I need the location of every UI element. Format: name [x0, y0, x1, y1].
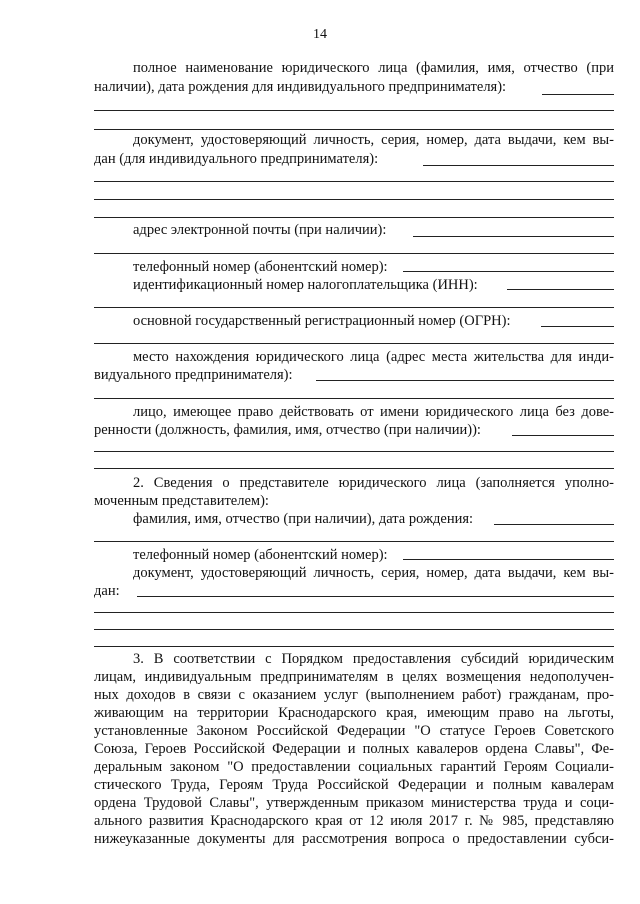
section3-line: Союза, Героев Российской Федерации и полных кавалеров ордена Славы", Фе- — [94, 741, 614, 757]
section3-line: установленные Законом Российской Федерации "О статусе Героев Советского — [94, 723, 614, 739]
location-label-line2: видуального предпринимателя): — [94, 367, 293, 383]
section3-line: ордена Трудовой Славы", утвержденным приказом министерства труда и соци- — [94, 795, 614, 811]
section2-heading-line2: моченным представителем): — [94, 493, 269, 509]
authorized-person-field[interactable] — [512, 435, 614, 436]
identity-doc-field-line4[interactable] — [94, 217, 614, 218]
section3-line: стического Труда, Героям Труда Российской Федерации и полным кавалерам — [94, 777, 614, 793]
full-name-field-line3[interactable] — [94, 129, 614, 130]
section3-line: 3. В соответствии с Порядком предоставления субсидий юридическим — [133, 651, 614, 667]
phone-field[interactable] — [403, 271, 614, 272]
location-field-line2[interactable] — [94, 398, 614, 399]
representative-phone-label: телефонный номер (абонентский номер): — [133, 547, 388, 563]
representative-doc-field-line3[interactable] — [94, 629, 614, 630]
location-field[interactable] — [316, 380, 614, 381]
section2-heading-line1: 2. Сведения о представителе юридического лица (заполняется уполно- — [133, 475, 614, 491]
email-field-line2[interactable] — [94, 253, 614, 254]
section3-line: живающим на территории Краснодарского края, имеющим право на льготы, — [94, 705, 614, 721]
representative-fio-field[interactable] — [494, 524, 614, 525]
authorized-person-label-line2: ренности (должность, фамилия, имя, отчество (при наличии)): — [94, 422, 481, 438]
identity-doc-field-line3[interactable] — [94, 199, 614, 200]
authorized-person-field-line3[interactable] — [94, 468, 614, 469]
identity-doc-label-line1: документ, удостоверяющий личность, серия, номер, дата выдачи, кем вы- — [133, 132, 614, 148]
section3-line: деральным законом "О предоставлении социальных гарантий Героям Социали- — [94, 759, 614, 775]
representative-fio-label: фамилия, имя, отчество (при наличии), дата рождения: — [133, 511, 474, 527]
representative-doc-label-line1: документ, удостоверяющий личность, серия, номер, дата выдачи, кем вы- — [133, 565, 614, 581]
representative-doc-field[interactable] — [137, 596, 614, 597]
representative-fio-field-line2[interactable] — [94, 541, 614, 542]
phone-label: телефонный номер (абонентский номер): — [133, 259, 388, 275]
ogrn-field-line2[interactable] — [94, 343, 614, 344]
ogrn-field[interactable] — [541, 326, 614, 327]
authorized-person-field-line2[interactable] — [94, 451, 614, 452]
inn-field[interactable] — [507, 289, 614, 290]
section3-line: лицам, индивидуальным предпринимателям в целях возмещения недополучен- — [94, 669, 614, 685]
email-field[interactable] — [413, 236, 614, 237]
representative-phone-field[interactable] — [403, 559, 614, 560]
full-name-label-line2: наличии), дата рождения для индивидуального предпринимателя): — [94, 79, 507, 95]
representative-doc-field-line2[interactable] — [94, 612, 614, 613]
inn-field-line2[interactable] — [94, 307, 614, 308]
section3-line: нижеуказанные документы для рассмотрения вопроса о предоставлении субси- — [94, 831, 614, 847]
page-number: 14 — [313, 27, 327, 42]
ogrn-label: основной государственный регистрационный номер (ОГРН): — [133, 313, 511, 329]
inn-label: идентификационный номер налогоплательщика (ИНН): — [133, 277, 478, 293]
full-name-field[interactable] — [542, 94, 614, 95]
email-label: адрес электронной почты (при наличии): — [133, 222, 387, 238]
location-label-line1: место нахождения юридического лица (адрес места жительства для инди- — [133, 349, 614, 365]
section3-line: ных доходов в связи с оказанием услуг (выполнением работ) гражданам, про- — [94, 687, 614, 703]
representative-doc-label-line2: дан: — [94, 583, 120, 599]
identity-doc-field-line2[interactable] — [94, 181, 614, 182]
section3-line: ального развития Краснодарского края от 12 июля 2017 г. № 985, представляю — [94, 813, 614, 829]
full-name-field-line2[interactable] — [94, 110, 614, 111]
representative-doc-field-line4[interactable] — [94, 646, 614, 647]
full-name-label-line1: полное наименование юридического лица (фамилия, имя, отчество (при — [133, 60, 614, 76]
identity-doc-label-line2: дан (для индивидуального предпринимателя): — [94, 151, 379, 167]
identity-doc-field[interactable] — [423, 165, 614, 166]
authorized-person-label-line1: лицо, имеющее право действовать от имени юридического лица без дове- — [133, 404, 614, 420]
